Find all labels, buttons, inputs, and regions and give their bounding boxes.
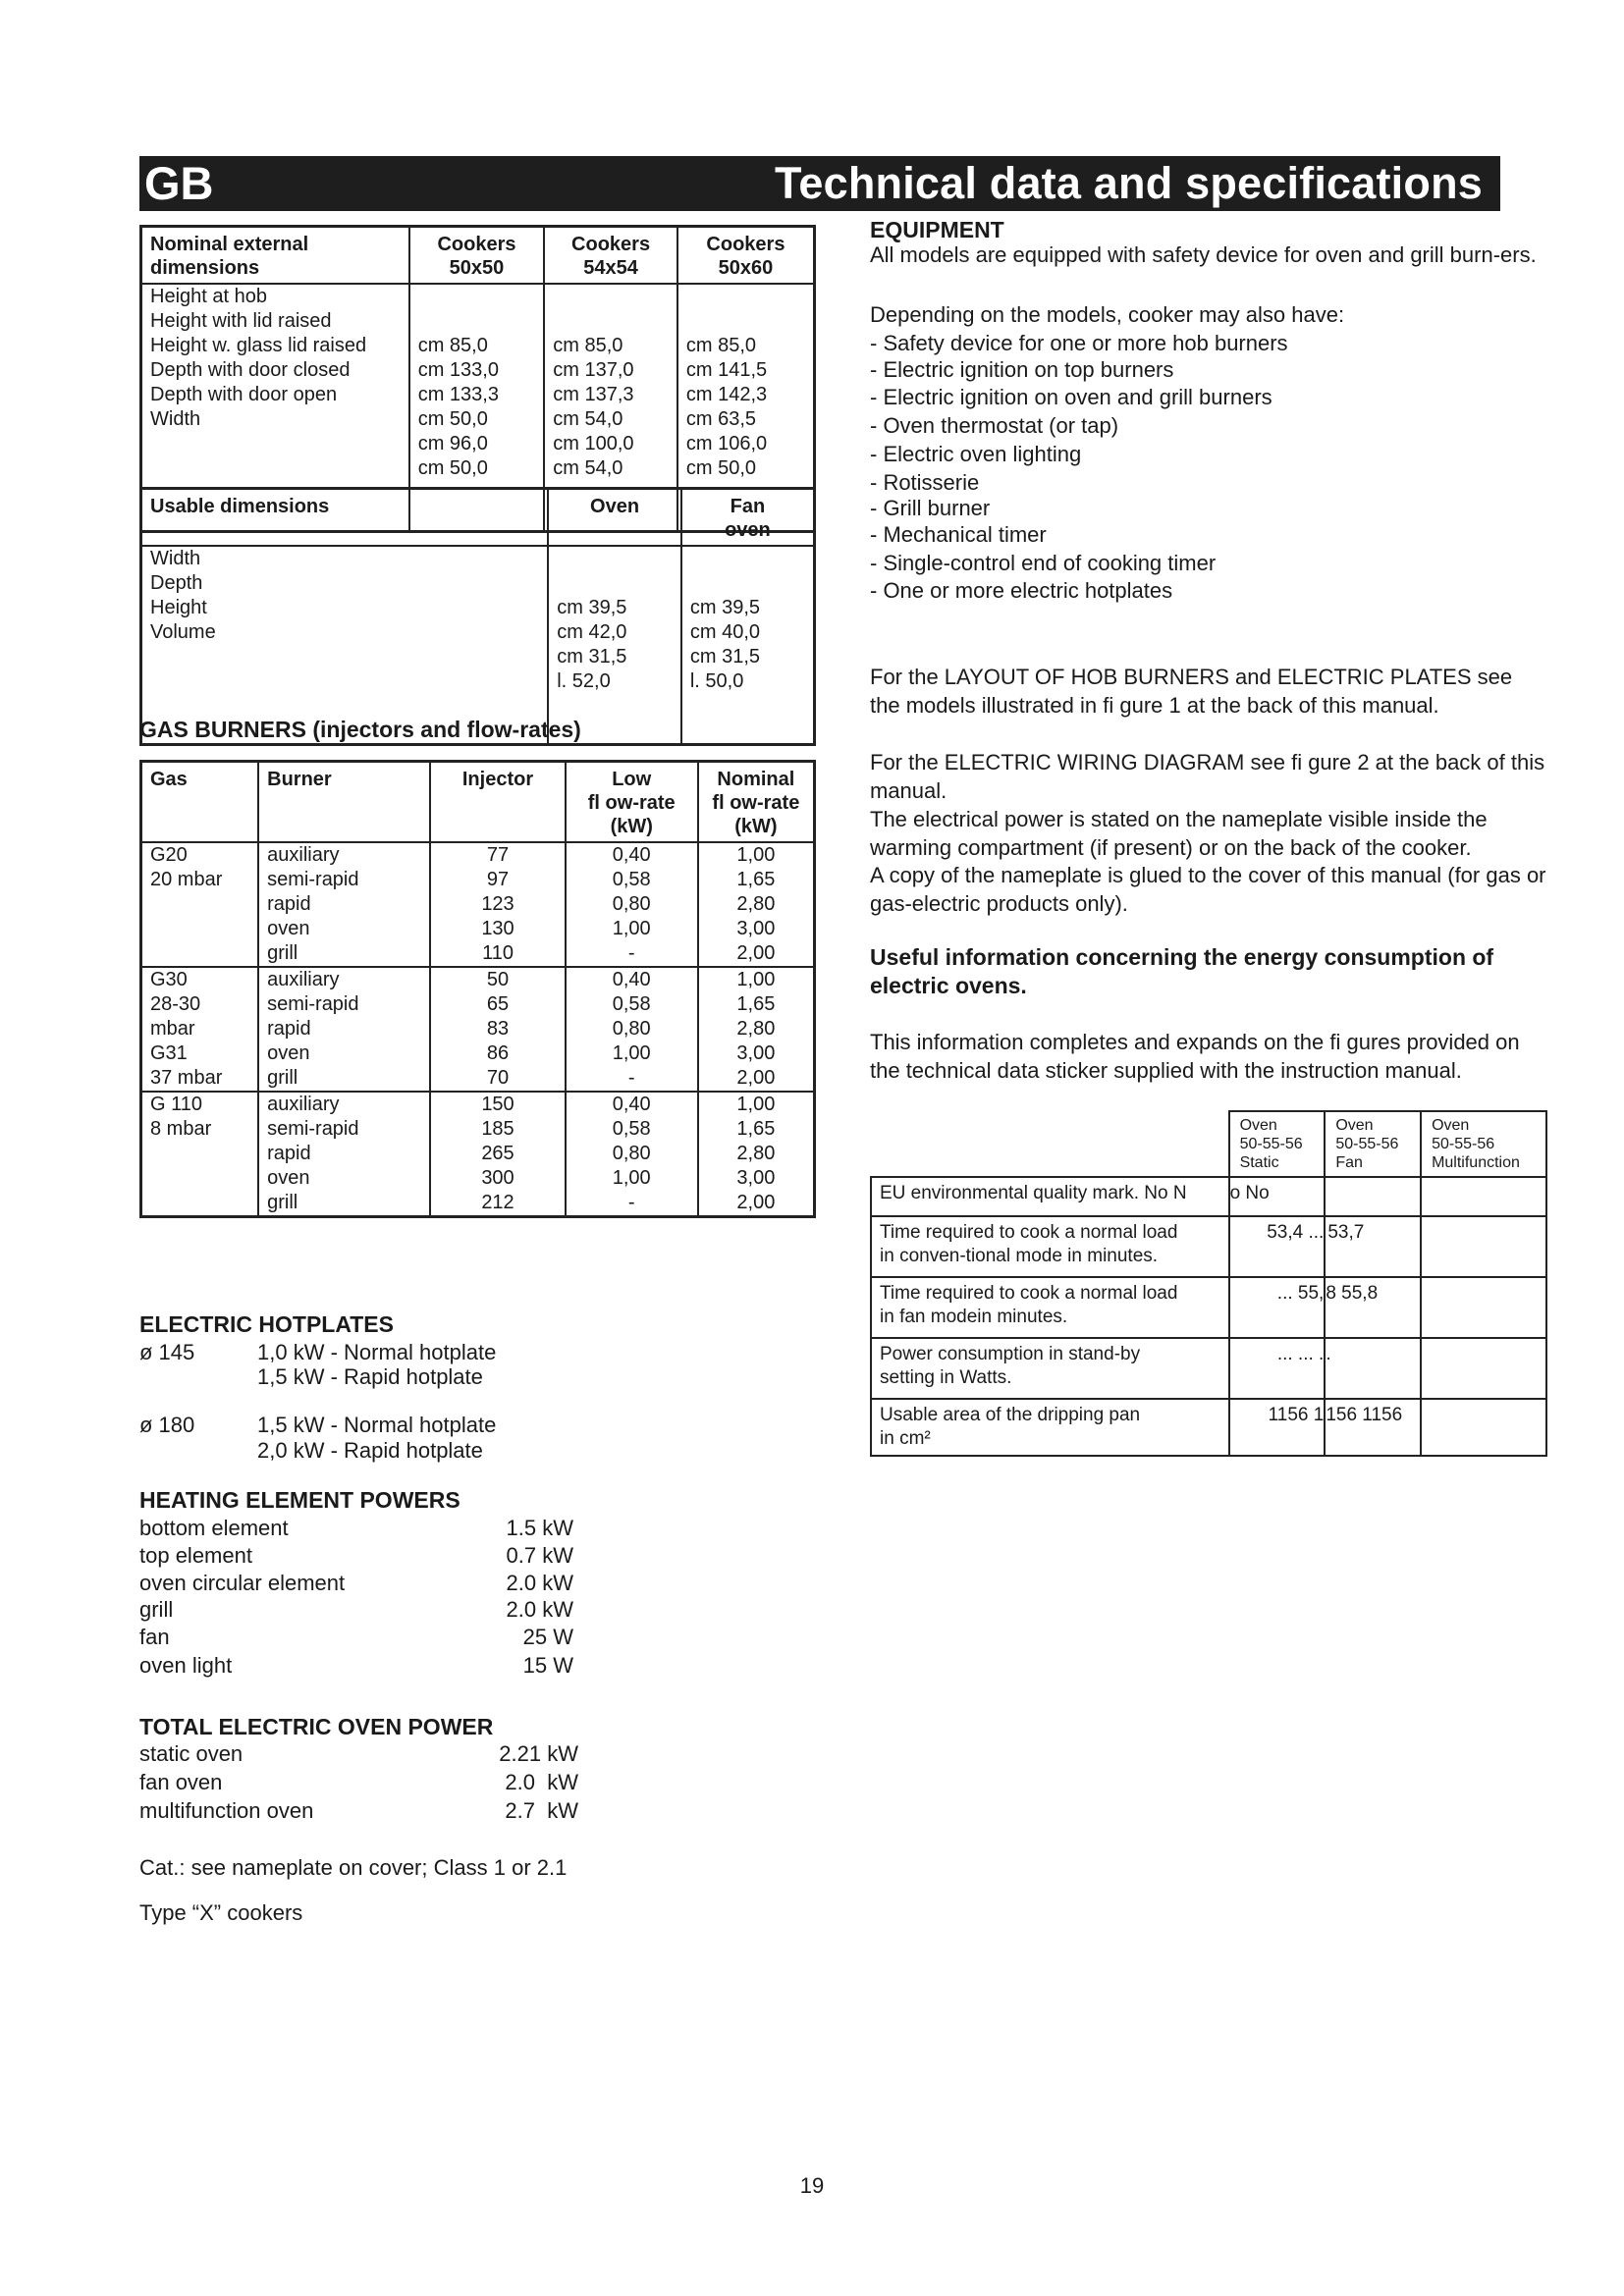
- low-flow-list: 0,40 0,58 0,80 1,00 -: [566, 842, 698, 967]
- hotplate-180-rapid: 2,0 kW - Rapid hotplate: [257, 1438, 483, 1463]
- energy-value-multi: [1421, 1216, 1546, 1277]
- heating-value: 2.0 kW: [506, 1571, 573, 1595]
- energy-value-fan: .: [1325, 1338, 1421, 1399]
- total-value: 2.7 kW: [505, 1798, 578, 1823]
- heating-value: 1.5 kW: [506, 1516, 573, 1540]
- equipment-title: EQUIPMENT: [870, 217, 1004, 242]
- injector-list: 150 185 265 300 212: [430, 1092, 565, 1217]
- equipment-item: - Rotisserie: [870, 470, 980, 495]
- energy-value-static: 1156 1: [1229, 1399, 1326, 1456]
- total-label: multifunction oven: [139, 1798, 314, 1823]
- equipment-item: - One or more electric hotplates: [870, 578, 1173, 603]
- values-50x60: cm 85,0 cm 141,5 cm 142,3 cm 63,5 cm 106,0 cm 50,0: [677, 284, 815, 532]
- usable-dimensions-table: [139, 487, 816, 746]
- hotplate-145-rapid: 1,5 kW - Rapid hotplate: [257, 1364, 483, 1389]
- gas-burners-title: GAS BURNERS (injectors and flow-rates): [139, 717, 581, 742]
- row-labels: Height at hob Height with lid raised Height w. glass lid raised Depth with door closed Depth with door open Width: [141, 284, 409, 532]
- heating-value: 2.0 kW: [506, 1597, 573, 1622]
- nominal-flow-list: 1,00 1,65 2,80 3,00 2,00: [698, 967, 815, 1092]
- heating-value: 25 W: [522, 1625, 573, 1649]
- heating-label: grill: [139, 1597, 174, 1622]
- heating-value: 15 W: [522, 1653, 573, 1678]
- hotplate-180-size: ø 180: [139, 1413, 195, 1437]
- col-multifunction-oven: Oven 50-55-56 Multifunction: [1421, 1111, 1546, 1177]
- page-number: 19: [799, 2173, 825, 2198]
- heating-label: fan: [139, 1625, 170, 1649]
- total-value: 2.21 kW: [499, 1741, 578, 1766]
- nominal-flow-list: 1,00 1,65 2,80 3,00 2,00: [698, 842, 815, 967]
- gas-type: G20 20 mbar: [141, 842, 259, 967]
- header-banner: [139, 156, 1500, 211]
- gas-type: G 110 8 mbar: [141, 1092, 259, 1217]
- low-flow-list: 0,40 0,58 0,80 1,00 -: [566, 967, 698, 1092]
- col-low-flow: Low fl ow-rate (kW): [566, 762, 698, 843]
- col-nominal-flow: Nominal fl ow-rate (kW): [698, 762, 815, 843]
- equipment-item: - Electric ignition on top burners: [870, 357, 1174, 382]
- gas-group-g110: [141, 1092, 815, 1217]
- heating-title: HEATING ELEMENT POWERS: [139, 1487, 460, 1513]
- burner-list: auxiliary semi-rapid rapid oven grill: [258, 842, 430, 967]
- col-static-oven: Oven 50-55-56 Static: [1229, 1111, 1326, 1177]
- useful-info-text: This information completes and expands on the fi gures provided on the technical data sticker supplied with the instruction manual.: [870, 1030, 1520, 1083]
- injector-list: 77 97 123 130 110: [430, 842, 565, 967]
- heating-label: top element: [139, 1543, 252, 1568]
- equipment-item: - Electric ignition on oven and grill burners: [870, 385, 1272, 409]
- equipment-item: - Electric oven lighting: [870, 442, 1082, 466]
- energy-value-multi: [1421, 1277, 1546, 1338]
- energy-row-label: Time required to cook a normal load in fan modein minutes.: [871, 1277, 1229, 1338]
- nominal-flow-list: 1,00 1,65 2,80 3,00 2,00: [698, 1092, 815, 1217]
- usable-heading: Usable dimensions: [141, 489, 549, 547]
- col-gas: Gas: [141, 762, 259, 843]
- useful-info-title: Useful information concerning the energy consumption of electric ovens.: [870, 944, 1494, 998]
- type-note: Type “X” cookers: [139, 1900, 303, 1925]
- col-cookers-54x54: Cookers 54x54: [544, 227, 677, 285]
- usable-oven-values: cm 39,5 cm 42,0 cm 31,5 l. 52,0: [548, 546, 681, 745]
- energy-table: [870, 1110, 1547, 1457]
- values-54x54: cm 85,0 cm 137,0 cm 137,3 cm 54,0 cm 100,0 cm 54,0: [544, 284, 677, 532]
- usable-fan-values: cm 39,5 cm 40,0 cm 31,5 l. 50,0: [681, 546, 815, 745]
- equipment-intro: All models are equipped with safety device for oven and grill burn-ers.: [870, 242, 1537, 267]
- layout-reference: For the LAYOUT OF HOB BURNERS and ELECTRIC PLATES see the models illustrated in fi gure 1 at the back of this manual.: [870, 665, 1513, 718]
- energy-value-multi: [1421, 1399, 1546, 1456]
- col-oven: Oven: [548, 489, 681, 547]
- energy-value-static: ... ... .: [1229, 1338, 1326, 1399]
- total-label: static oven: [139, 1741, 244, 1766]
- heating-value: 0.7 kW: [506, 1543, 573, 1568]
- energy-value-multi: [1421, 1338, 1546, 1399]
- usable-row-labels: Width Depth Height Volume: [141, 546, 549, 745]
- energy-value-fan: 8 55,8: [1325, 1277, 1421, 1338]
- gas-group-g30: [141, 967, 815, 1092]
- gas-type: G30 28-30 mbar G31 37 mbar: [141, 967, 259, 1092]
- burner-list: auxiliary semi-rapid rapid oven grill: [258, 1092, 430, 1217]
- equipment-item: - Safety device for one or more hob burners: [870, 331, 1288, 355]
- nameplate-note: A copy of the nameplate is glued to the cover of this manual (for gas or gas-electric products only).: [870, 863, 1546, 916]
- values-50x50: cm 85,0 cm 133,0 cm 133,3 cm 50,0 cm 96,0 cm 50,0: [409, 284, 545, 532]
- page-title: Technical data and specifications: [775, 158, 1483, 208]
- energy-value-static: o No: [1229, 1177, 1326, 1216]
- energy-row-label: Power consumption in stand-by setting in Watts.: [871, 1338, 1229, 1399]
- equipment-item: - Mechanical timer: [870, 522, 1047, 547]
- energy-value-multi: [1421, 1177, 1546, 1216]
- total-power-title: TOTAL ELECTRIC OVEN POWER: [139, 1714, 494, 1739]
- external-heading: Nominal external dimensions: [141, 227, 409, 285]
- heating-label: oven light: [139, 1653, 233, 1678]
- low-flow-list: 0,40 0,58 0,80 1,00 -: [566, 1092, 698, 1217]
- equipment-item: - Single-control end of cooking timer: [870, 551, 1217, 575]
- col-cookers-50x60: Cookers 50x60: [677, 227, 815, 285]
- heating-label: oven circular element: [139, 1571, 346, 1595]
- col-fan-oven: Oven 50-55-56 Fan: [1325, 1111, 1421, 1177]
- col-fan-oven: Fan oven: [681, 489, 815, 547]
- language-code: GB: [144, 157, 214, 209]
- burner-list: auxiliary semi-rapid rapid oven grill: [258, 967, 430, 1092]
- energy-value-fan: 156 1156: [1325, 1399, 1421, 1456]
- gas-group-g20: [141, 842, 815, 967]
- total-value: 2.0 kW: [505, 1770, 578, 1794]
- hotplate-180-normal: 1,5 kW - Normal hotplate: [257, 1413, 497, 1437]
- hotplate-145-normal: 1,0 kW - Normal hotplate: [257, 1340, 497, 1364]
- energy-row-label: EU environmental quality mark. No N: [871, 1177, 1229, 1216]
- injector-list: 50 65 83 86 70: [430, 967, 565, 1092]
- energy-value-fan: 53,7: [1325, 1216, 1421, 1277]
- wiring-reference: For the ELECTRIC WIRING DIAGRAM see fi gure 2 at the back of this manual.: [870, 750, 1545, 803]
- gas-burners-table: [139, 760, 816, 1218]
- energy-row-label: Time required to cook a normal load in conven-tional mode in minutes.: [871, 1216, 1229, 1277]
- equipment-depending: Depending on the models, cooker may also have:: [870, 302, 1345, 327]
- col-burner: Burner: [258, 762, 430, 843]
- energy-value-static: ... 55,: [1229, 1277, 1326, 1338]
- hotplate-145-size: ø 145: [139, 1340, 195, 1364]
- power-note: The electrical power is stated on the nameplate visible inside the warming compartment (if present) or on the back of the cooker.: [870, 807, 1488, 860]
- energy-value-fan: [1325, 1177, 1421, 1216]
- heating-label: bottom element: [139, 1516, 289, 1540]
- col-cookers-50x50: Cookers 50x50: [409, 227, 545, 285]
- col-injector: Injector: [430, 762, 565, 843]
- equipment-item: - Grill burner: [870, 496, 991, 520]
- energy-value-static: 53,4 ...: [1229, 1216, 1326, 1277]
- total-label: fan oven: [139, 1770, 223, 1794]
- energy-row-label: Usable area of the dripping pan in cm²: [871, 1399, 1229, 1456]
- category-note: Cat.: see nameplate on cover; Class 1 or 2.1: [139, 1855, 568, 1880]
- hotplates-title: ELECTRIC HOTPLATES: [139, 1311, 394, 1337]
- equipment-item: - Oven thermostat (or tap): [870, 413, 1119, 438]
